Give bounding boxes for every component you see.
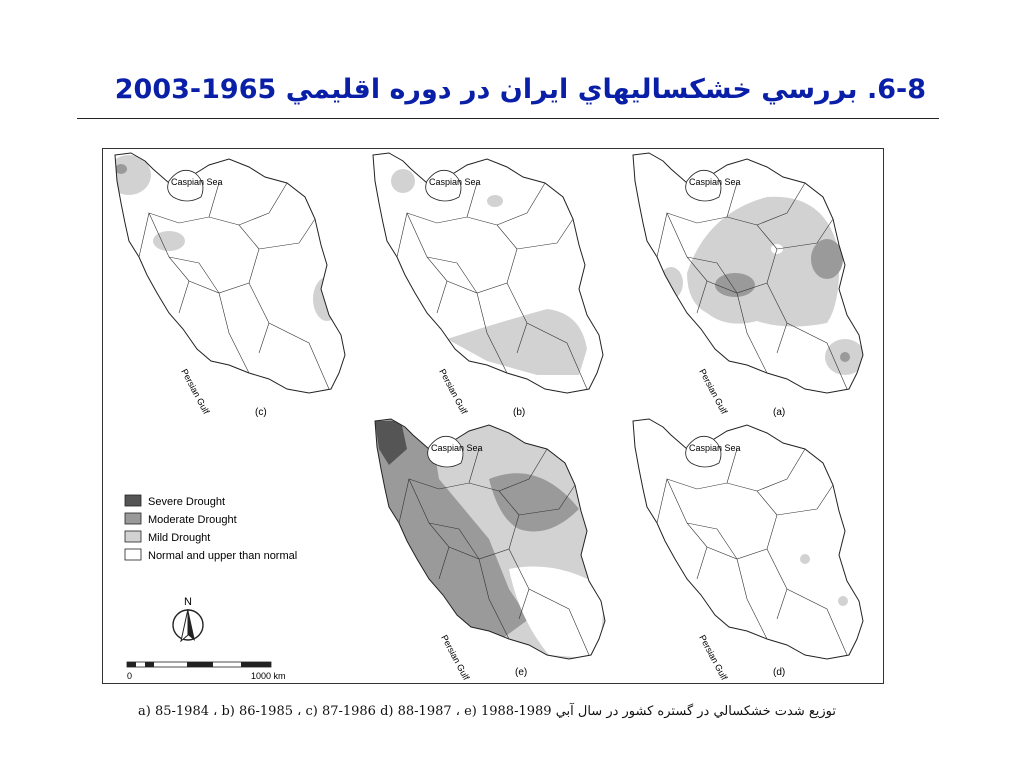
panel-label-b: (b) (513, 407, 526, 418)
persian-gulf-label: Persian Gulf (697, 367, 730, 416)
caspian-sea-label: Caspian Sea (171, 177, 223, 187)
legend-swatch-mild (125, 531, 141, 542)
persian-gulf-label: Persian Gulf (439, 633, 472, 682)
figure-caption: توزيع شدت خشکسالي در گستره کشور در سال آبي a) 85-1984 ، b) 86-1985 ، c) 87-1986 d) 88-1987 ، e) 1988-1989 (138, 704, 836, 719)
legend-swatch-moderate (125, 513, 141, 524)
north-label: N (184, 596, 192, 608)
legend-label-severe: Severe Drought (148, 496, 226, 508)
map-panel-d (633, 419, 863, 682)
caspian-sea-label: Caspian Sea (689, 177, 741, 187)
panel-label-a: (a) (773, 407, 786, 418)
drought-maps-svg (103, 149, 885, 685)
legend-swatch-severe (125, 495, 141, 506)
legend-label-moderate: Moderate Drought (148, 514, 237, 526)
scale-bar (127, 662, 286, 681)
legend-label-normal: Normal and upper than normal (148, 550, 298, 562)
scale-end-label: 1000 km (251, 671, 286, 681)
map-panel-a (633, 153, 865, 418)
map-panel-c (107, 153, 345, 418)
persian-gulf-label: Persian Gulf (437, 367, 470, 416)
caspian-sea-label: Caspian Sea (689, 443, 741, 453)
caspian-sea-label: Caspian Sea (431, 443, 483, 453)
map-panel-e (369, 419, 609, 682)
panel-label-d: (d) (773, 667, 786, 678)
map-panel-b (373, 153, 603, 418)
panel-label-c: (c) (255, 407, 267, 418)
legend-swatch-normal (125, 549, 141, 560)
persian-gulf-label: Persian Gulf (697, 633, 730, 682)
drought-figure (102, 148, 884, 684)
caspian-sea-label: Caspian Sea (429, 177, 481, 187)
panel-label-e: (e) (515, 667, 528, 678)
map-legend (125, 495, 297, 562)
persian-gulf-label: Persian Gulf (179, 367, 212, 416)
slide-title: 6-8. بررسي خشکساليهاي ايران در دوره اقليمي 1965-2003 (114, 74, 926, 105)
legend-label-mild: Mild Drought (148, 532, 211, 544)
scale-start-label: 0 (127, 671, 133, 681)
title-divider (77, 118, 939, 119)
north-arrow (173, 596, 203, 641)
